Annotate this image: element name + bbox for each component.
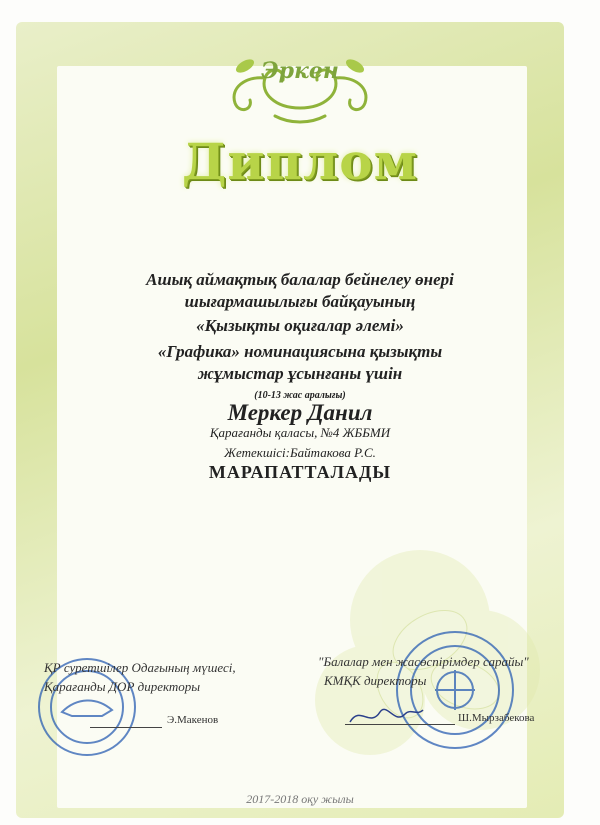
body-line-4: «Графика» номинациясына қызықты <box>157 342 443 361</box>
right-signatory <box>318 652 578 690</box>
left-signatory <box>44 658 304 696</box>
right-signatory-name: Ш.Мырзабекова <box>458 712 535 724</box>
left-signatory-title-2: Қарағанды ДОР директоры <box>44 679 201 694</box>
body-line-2: шығармашылығы байқауының <box>184 292 416 311</box>
logo-text: Эркен <box>261 58 339 84</box>
page-title: Диплом <box>181 132 419 191</box>
left-signatory-name: Э.Макенов <box>167 714 219 726</box>
recipient-teacher: Жетекшісі:Байтакова Р.С. <box>224 445 376 460</box>
academic-year: 2017-2018 оқу жылы <box>246 792 354 806</box>
left-signatory-title-1: ҚР суретшілер Одағының мүшесі, <box>44 660 236 675</box>
age-group: (10-13 жас аралығы) <box>254 390 346 401</box>
left-signature-line <box>90 727 162 728</box>
signature-scribble-icon <box>345 700 425 730</box>
body-line-1: Ашық аймақтық балалар бейнелеу өнері <box>146 270 454 289</box>
body-line-3: «Қызықты оқиғалар әлемі» <box>196 316 404 335</box>
right-signatory-title-2: КМҚК директоры <box>324 673 427 688</box>
body-line-5: жұмыстар ұсынғаны үшін <box>197 364 403 383</box>
right-signature-line <box>345 724 455 725</box>
logo <box>250 58 350 84</box>
right-signatory-title-1: "Балалар мен жасөспірімдер сарайы" <box>318 654 529 669</box>
recipient-name: Меркер Данил <box>227 400 373 425</box>
right-stamp-icon <box>390 625 520 755</box>
recipient-school: Қарағанды қаласы, №4 ЖББМИ <box>209 425 391 440</box>
award-text: МАРАПАТТАЛАДЫ <box>208 462 392 482</box>
